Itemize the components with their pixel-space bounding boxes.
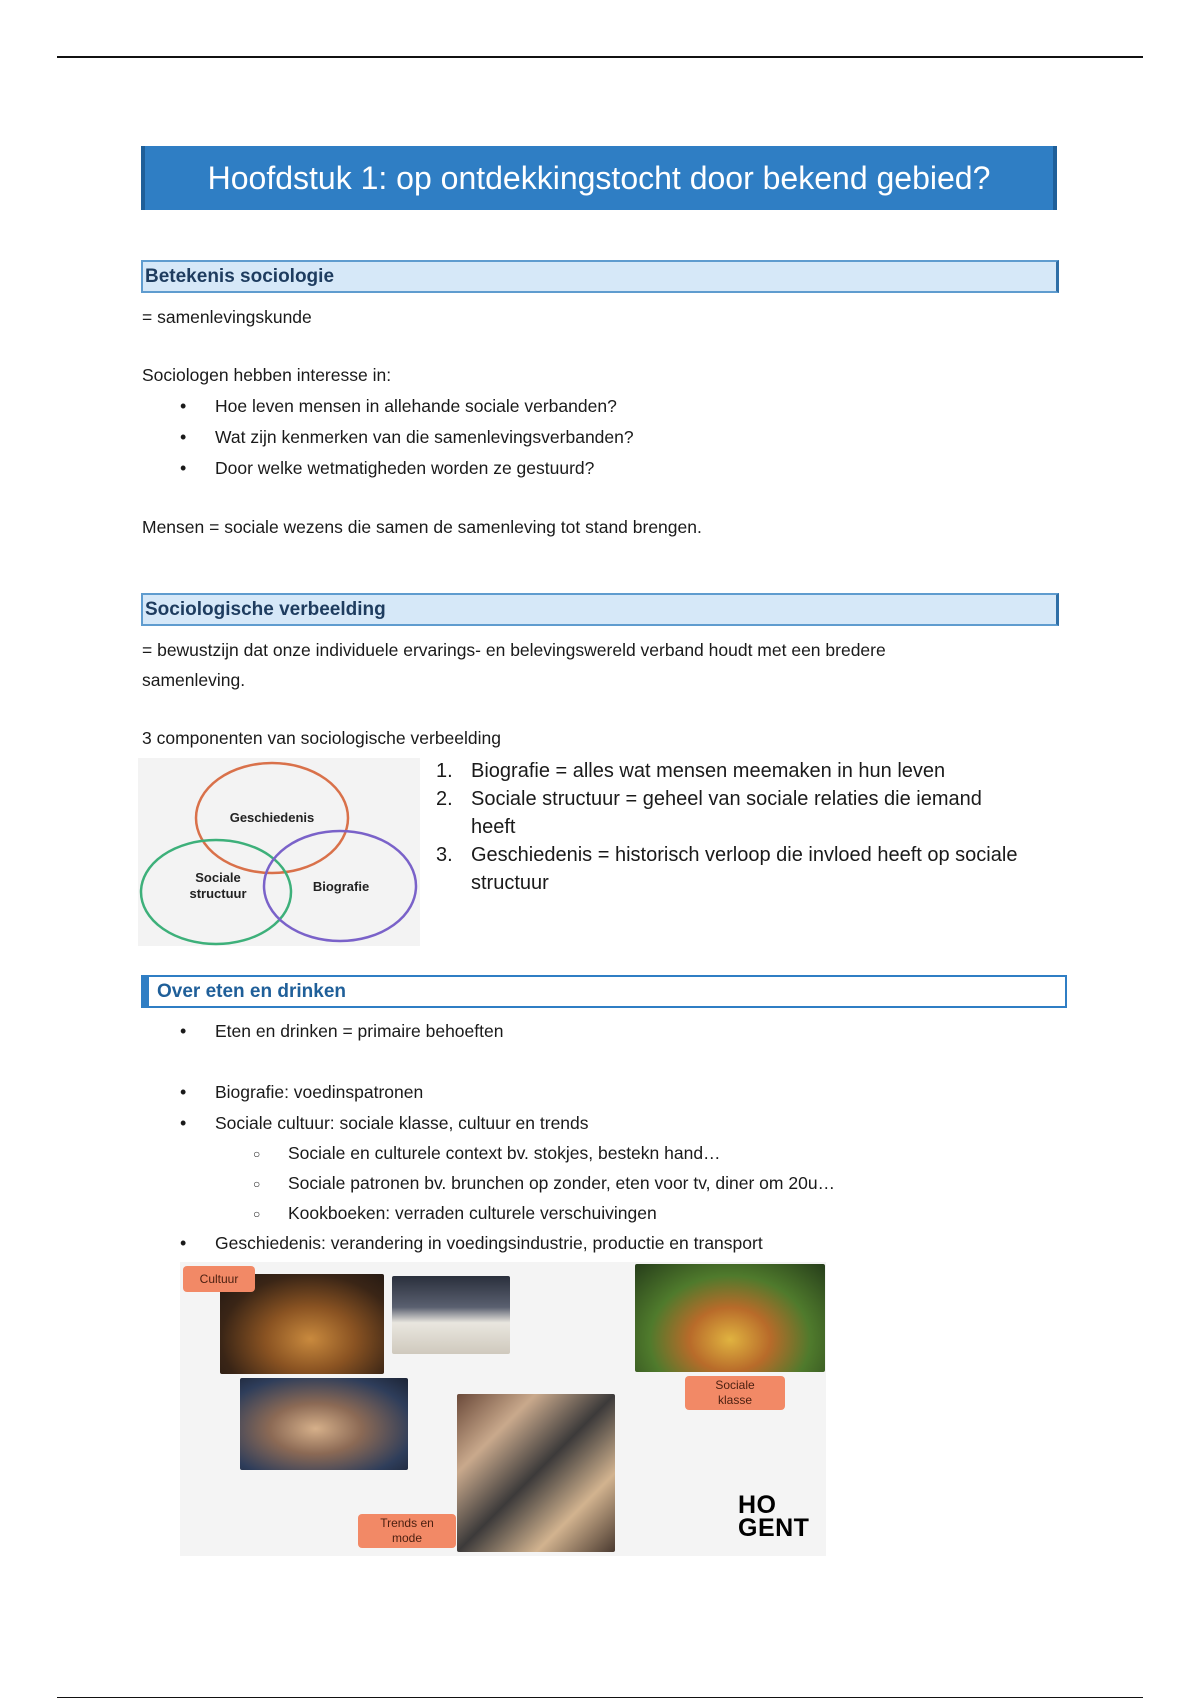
intro-text: Sociologen hebben interesse in: bbox=[142, 365, 392, 385]
section-heading-text: Over eten en drinken bbox=[157, 980, 347, 1002]
list-item-continued: heeft bbox=[471, 816, 516, 838]
venn-diagram bbox=[138, 758, 420, 946]
section-heading-text: Sociologische verbeelding bbox=[145, 598, 386, 620]
list-item: • Sociale cultuur: sociale klasse, cultuur en trends bbox=[215, 1108, 589, 1138]
venn-label-geschiedenis: Geschiedenis bbox=[229, 810, 315, 825]
list-number: 2. bbox=[436, 788, 453, 810]
chapter-title bbox=[141, 146, 1057, 210]
definition-line-1: = bewustzijn dat onze individuele ervarings- en belevingswereld verband houdt met een bredere bbox=[142, 640, 886, 660]
list-number: 3. bbox=[436, 844, 453, 866]
hogent-logo: HO GENT bbox=[738, 1491, 810, 1542]
list-item: Geschiedenis = historisch verloop die invloed heeft op sociale bbox=[471, 844, 1018, 866]
tag-sociale-klasse: Sociale klasse bbox=[685, 1376, 785, 1410]
section-heading-text: Betekenis sociologie bbox=[145, 265, 335, 287]
list-item: • Eten en drinken = primaire behoeften bbox=[215, 1016, 503, 1046]
venn-label-structuur: structuur bbox=[189, 886, 247, 901]
definition-line-2: samenleving. bbox=[142, 670, 246, 690]
components-intro: 3 componenten van sociologische verbeelding bbox=[142, 728, 501, 748]
definition-text: = samenlevingskunde bbox=[142, 307, 312, 327]
section-heading-verbeelding bbox=[141, 593, 1059, 626]
bottom-rule bbox=[57, 1697, 1143, 1698]
list-item: • Geschiedenis: verandering in voedingsindustrie, productie en transport bbox=[215, 1228, 763, 1258]
venn-label-sociale: Sociale bbox=[195, 870, 241, 885]
tag-cultuur: Cultuur bbox=[183, 1266, 255, 1292]
chapter-title-text: Hoofdstuk 1: op ontdekkingstocht door bekend gebied? bbox=[207, 159, 991, 196]
list-item: Biografie = alles wat mensen meemaken in hun leven bbox=[471, 760, 946, 782]
sub-list-item: ○ Sociale en culturele context bv. stokjes, bestekn hand… bbox=[288, 1138, 721, 1168]
photo-cooking-influencers bbox=[457, 1394, 615, 1552]
tag-trends-en-mode: Trends en mode bbox=[358, 1514, 456, 1548]
section-heading-eten bbox=[141, 975, 1067, 1008]
photo-vegetable-box bbox=[635, 1264, 825, 1372]
sub-list-item: ○ Kookboeken: verraden culturele verschuivingen bbox=[288, 1198, 657, 1228]
section-heading-betekenis bbox=[141, 260, 1059, 293]
list-item-continued: structuur bbox=[471, 872, 549, 894]
venn-svg bbox=[138, 758, 420, 946]
food-collage bbox=[180, 1262, 826, 1556]
conclusion-text: Mensen = sociale wezens die samen de samenleving tot stand brengen. bbox=[142, 517, 702, 537]
top-rule bbox=[57, 56, 1143, 58]
sub-list-item: ○ Sociale patronen bv. brunchen op zonder, eten voor tv, diner om 20u… bbox=[288, 1168, 835, 1198]
photo-fine-dining bbox=[392, 1276, 510, 1354]
photo-chopsticks bbox=[240, 1378, 408, 1470]
list-item: • Door welke wetmatigheden worden ze gestuurd? bbox=[215, 453, 594, 483]
list-item: • Biografie: voedinspatronen bbox=[215, 1077, 423, 1107]
list-item: Sociale structuur = geheel van sociale relaties die iemand bbox=[471, 788, 982, 810]
list-item: • Wat zijn kenmerken van die samenlevingsverbanden? bbox=[215, 422, 634, 452]
list-item: • Hoe leven mensen in allehande sociale verbanden? bbox=[215, 391, 617, 421]
venn-label-biografie: Biografie bbox=[312, 879, 370, 894]
list-number: 1. bbox=[436, 760, 453, 782]
